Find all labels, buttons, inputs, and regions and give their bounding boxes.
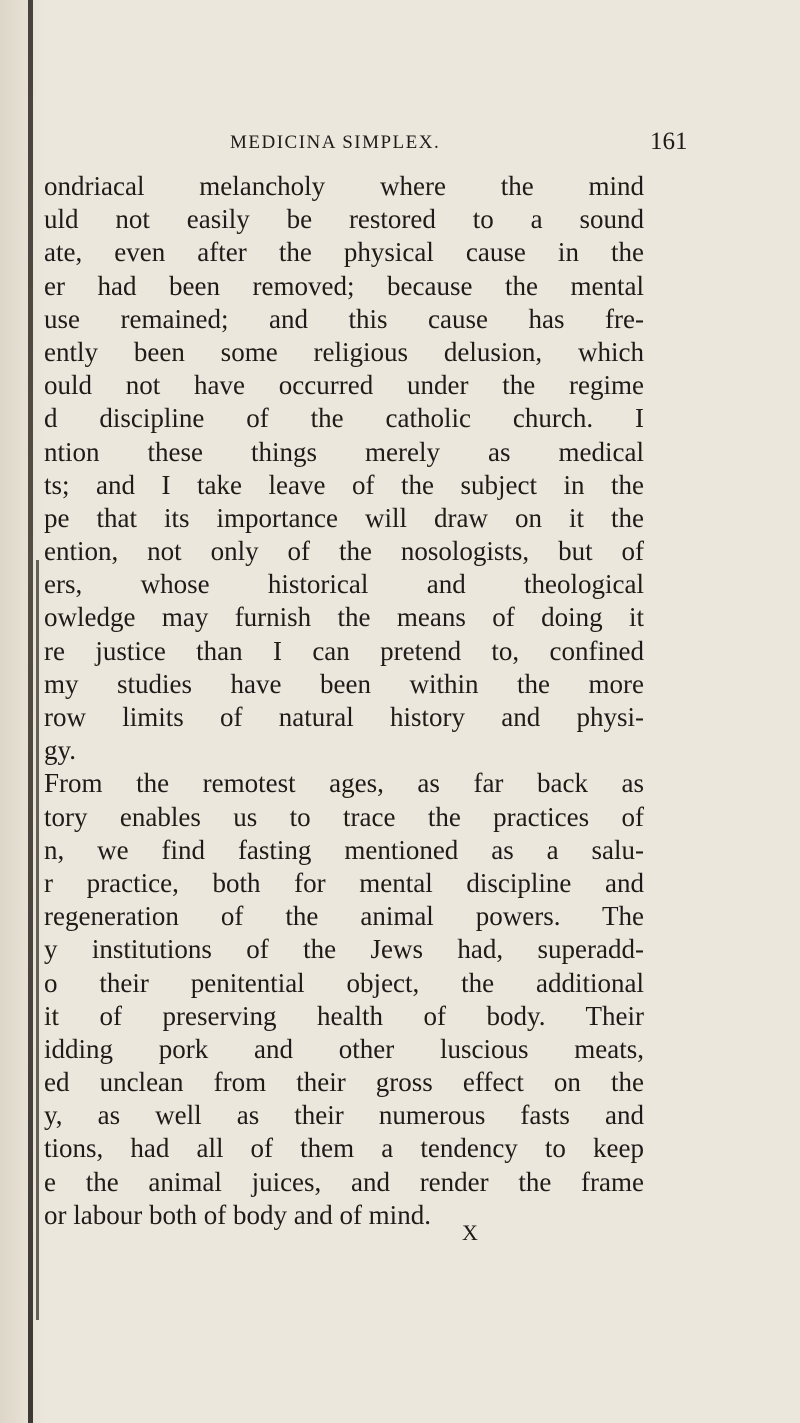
text-line: ention, not only of the nosologists, but of	[44, 536, 644, 567]
text-line: d discipline of the catholic church. I	[44, 403, 644, 434]
text-line: or labour both of body and of mind.	[44, 1199, 431, 1230]
text-line: ers, whose historical and theological	[44, 569, 644, 600]
text-line: gy.	[44, 735, 76, 766]
text-line: it of preserving health of body. Their	[44, 1000, 644, 1031]
text-line: pe that its importance will draw on it the	[44, 502, 644, 533]
body-text	[44, 170, 644, 1232]
text-line: row limits of natural history and physi-	[44, 702, 644, 732]
binding-gutter	[0, 0, 46, 1423]
text-line: o their penitential object, the additional	[44, 967, 644, 998]
text-line: e the animal juices, and render the frame	[44, 1166, 644, 1197]
binding-shadow-inner	[36, 560, 39, 1320]
text-line: ould not have occurred under the regime	[44, 370, 644, 401]
text-line: ts; and I take leave of the subject in the	[44, 469, 644, 500]
text-line: tions, had all of them a tendency to keep	[44, 1133, 644, 1164]
signature-mark: X	[462, 1220, 478, 1245]
text-line: my studies have been within the more	[44, 668, 644, 699]
text-line: From the remotest ages, as far back as	[44, 768, 644, 799]
text-line: re justice than I can pretend to, confined	[44, 635, 644, 666]
text-line: uld not easily be restored to a sound	[44, 204, 644, 235]
text-line: er had been removed; because the mental	[44, 270, 644, 301]
text-line: tory enables us to trace the practices of	[44, 801, 644, 832]
text-line: y institutions of the Jews had, superadd-	[44, 934, 644, 965]
text-line: owledge may furnish the means of doing it	[44, 602, 644, 633]
text-line: y, as well as their numerous fasts and	[44, 1100, 644, 1131]
running-head	[0, 128, 800, 158]
text-line: ntion these things merely as medical	[44, 436, 644, 467]
text-line: ently been some religious delusion, which	[44, 336, 644, 367]
text-line: r practice, both for mental discipline and	[44, 867, 644, 898]
page-number: 161	[650, 128, 688, 155]
running-title: MEDICINA SIMPLEX.	[230, 132, 441, 153]
binding-shadow	[28, 0, 33, 1423]
text-line: ondriacal melancholy where the mind	[44, 171, 644, 201]
text-line: regeneration of the animal powers. The	[44, 901, 644, 932]
text-line: idding pork and other luscious meats,	[44, 1033, 644, 1064]
text-line: use remained; and this cause has fre-	[44, 303, 644, 334]
text-line: ate, even after the physical cause in the	[44, 237, 644, 268]
text-line: n, we find fasting mentioned as a salu-	[44, 834, 644, 865]
text-line: ed unclean from their gross effect on the	[44, 1067, 644, 1098]
